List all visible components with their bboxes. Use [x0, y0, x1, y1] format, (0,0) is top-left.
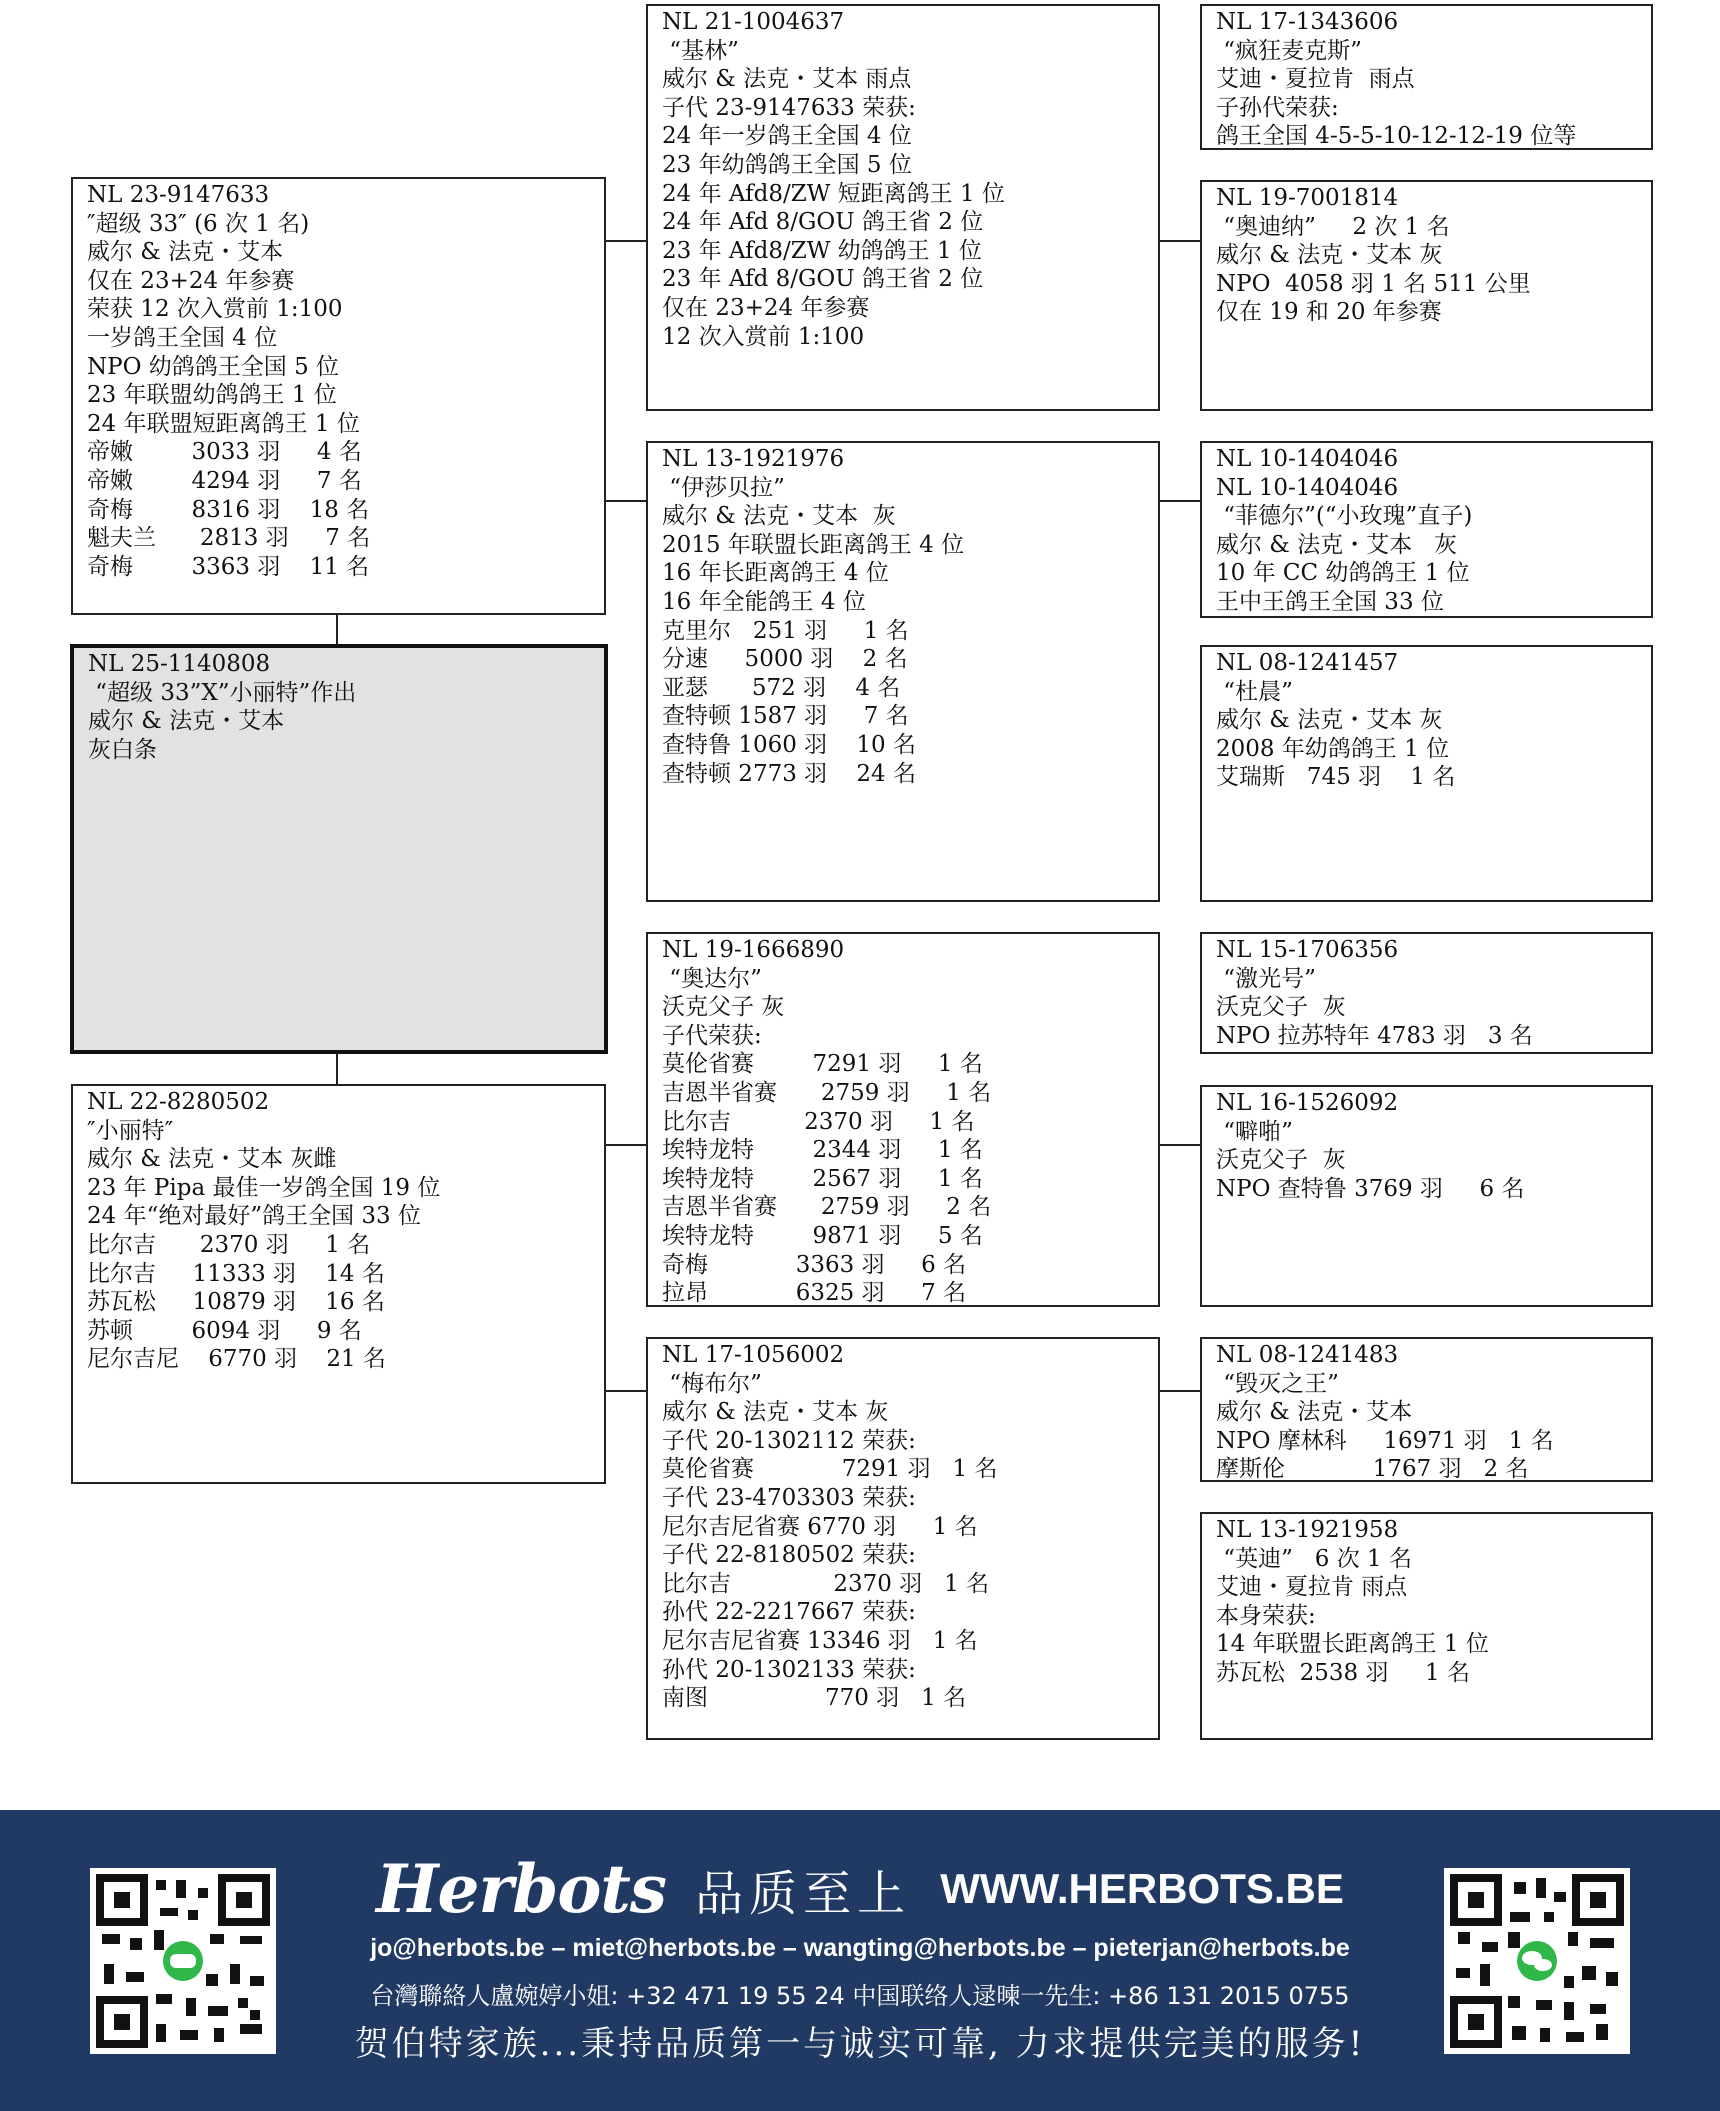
pedigree-line: NPO 拉苏特年 4783 羽 3 名 [1216, 1022, 1533, 1049]
ring-number: NL 17-1343606 [1216, 9, 1399, 35]
pedigree-line: 鸽王全国 4-5-5-10-12-12-19 位等 [1216, 123, 1577, 150]
sire-sire-card [646, 4, 1160, 411]
pedigree-line: 查特顿 1587 羽 7 名 [662, 703, 909, 730]
brand-logo: Herbots [376, 1850, 667, 1928]
pedigree-line: 比尔吉 2370 羽 1 名 [87, 1231, 371, 1258]
ring-number: NL 17-1056002 [662, 1342, 845, 1368]
pedigree-line: 荣获 12 次入赏前 1:100 [87, 296, 343, 323]
ring-number: NL 13-1921976 [662, 446, 845, 472]
pedigree-line: NPO 摩林科 16971 羽 1 名 [1216, 1427, 1554, 1454]
pedigree-line: 威尔 & 法克・艾本 [1216, 1399, 1413, 1426]
pedigree-line: 10 年 CC 幼鸽鸽王 1 位 [1216, 560, 1470, 587]
pedigree-line: 南图 770 羽 1 名 [662, 1685, 967, 1712]
pedigree-line: 威尔 & 法克・艾本 灰 [662, 503, 896, 530]
pedigree-line: 子代 23-4703303 荣获: [662, 1484, 916, 1511]
pedigree-line: “激光号” [1216, 965, 1316, 992]
dam-sire-card [646, 932, 1160, 1307]
pedigree-line: 吉恩半省赛 2759 羽 1 名 [662, 1079, 992, 1106]
pedigree-line: NPO 4058 羽 1 名 511 公里 [1216, 270, 1531, 297]
pedigree-line: 莫伦省赛 7291 羽 1 名 [662, 1456, 998, 1483]
pedigree-line: 威尔 & 法克・艾本 [88, 708, 285, 735]
pedigree-line: 子代 20-1302112 荣获: [662, 1427, 916, 1454]
pedigree-line: 24 年“绝对最好”鸽王全国 33 位 [87, 1203, 421, 1230]
pedigree-line: ″超级 33″ (6 次 1 名) [87, 210, 310, 237]
pedigree-line: 奇梅 8316 羽 18 名 [87, 496, 370, 523]
pedigree-line: “菲德尔”(“小玫瑰”直子) [1216, 503, 1473, 530]
pedigree-line: 2008 年幼鸽鸽王 1 位 [1216, 735, 1450, 762]
ring-number: NL 22-8280502 [87, 1089, 270, 1115]
dam-card [71, 1084, 606, 1484]
pedigree-line: “梅布尔” [662, 1370, 762, 1397]
pedigree-line: 比尔吉 2370 羽 1 名 [662, 1570, 990, 1597]
pedigree-line: 克里尔 251 羽 1 名 [662, 617, 909, 644]
pedigree-line: 23 年 Afd8/ZW 幼鸽鸽王 1 位 [662, 237, 982, 264]
pedigree-line: “噼啪” [1216, 1118, 1293, 1145]
pedigree-line: 沃克父子 灰 [1216, 1147, 1346, 1174]
pedigree-line: 奇梅 3363 羽 6 名 [662, 1251, 967, 1278]
pedigree-line: 本身荣获: [1216, 1602, 1316, 1629]
pedigree-line: 孙代 22-2217667 荣获: [662, 1599, 916, 1626]
pedigree-line: “超级 33”X”小丽特”作出 [88, 679, 357, 706]
pedigree-line: 23 年联盟幼鸽鸽王 1 位 [87, 382, 337, 409]
connector [1159, 1144, 1201, 1146]
pedigree-line: 苏顿 6094 羽 9 名 [87, 1317, 362, 1344]
pedigree-line: 王中王鸽王全国 33 位 [1216, 588, 1444, 615]
pedigree-line: 比尔吉 2370 羽 1 名 [662, 1108, 975, 1135]
pedigree-line: 帝嫩 4294 羽 7 名 [87, 467, 362, 494]
ring-number: NL 08-1241457 [1216, 650, 1399, 676]
pedigree-line: 威尔 & 法克・艾本 灰 [1216, 242, 1443, 269]
pedigree-line: 查特顿 2773 羽 24 名 [662, 760, 916, 787]
pedigree-line: 23 年 Pipa 最佳一岁鸽全国 19 位 [87, 1174, 441, 1201]
pedigree-line: NL 10-1404046 [1216, 474, 1399, 501]
pedigree-line: “英迪” 6 次 1 名 [1216, 1545, 1412, 1572]
ring-number: NL 19-7001814 [1216, 185, 1399, 211]
ring-number: NL 21-1004637 [662, 9, 845, 35]
pedigree-line: 尼尔吉尼省赛 6770 羽 1 名 [662, 1513, 978, 1540]
pedigree-line: 仅在 19 和 20 年参赛 [1216, 299, 1442, 326]
pedigree-line: 威尔 & 法克・艾本 雨点 [662, 66, 912, 93]
sire-sire-dam-card [1200, 180, 1653, 411]
ring-number: NL 15-1706356 [1216, 937, 1399, 963]
pedigree-line: 23 年幼鸽鸽王全国 5 位 [662, 151, 912, 178]
ring-number: NL 25-1140808 [88, 651, 271, 677]
dam-dam-dam-card [1200, 1512, 1653, 1740]
connector [1159, 240, 1201, 242]
pedigree-line: 24 年联盟短距离鸽王 1 位 [87, 410, 360, 437]
pedigree-line: 奇梅 3363 羽 11 名 [87, 553, 370, 580]
connector [1159, 1390, 1201, 1392]
pedigree-line: 灰白条 [88, 736, 157, 763]
connector [605, 1144, 647, 1146]
pedigree-line: 子代 22-8180502 荣获: [662, 1542, 916, 1569]
sire-dam-dam-card [1200, 645, 1653, 902]
ring-number: NL 23-9147633 [87, 182, 270, 208]
pedigree-line: “杜晨” [1216, 678, 1293, 705]
pedigree-line: 苏瓦松 10879 羽 16 名 [87, 1289, 385, 1316]
pedigree-line: 尼尔吉尼 6770 羽 21 名 [87, 1346, 386, 1373]
pedigree-line: 威尔 & 法克・艾本 [87, 239, 284, 266]
connector [605, 240, 647, 242]
pedigree-line: 艾瑞斯 745 羽 1 名 [1216, 764, 1456, 791]
pedigree-line: 沃克父子 灰 [662, 994, 785, 1021]
ring-number: NL 16-1526092 [1216, 1090, 1399, 1116]
pedigree-line: 莫伦省赛 7291 羽 1 名 [662, 1051, 983, 1078]
pedigree-line: 24 年一岁鸽王全国 4 位 [662, 123, 912, 150]
sire-dam-sire-card [1200, 441, 1653, 618]
brand-row [0, 1850, 1720, 1930]
pedigree-line: 一岁鸽王全国 4 位 [87, 324, 278, 351]
connector [605, 1390, 647, 1392]
pedigree-line: “奥迪纳” 2 次 1 名 [1216, 213, 1450, 240]
subject-card [70, 644, 608, 1054]
contact-info: 台灣聯絡人盧婉婷小姐: +32 471 19 55 24 中国联络人逯暕一先生: +86 131 2015 0755 [370, 1982, 1350, 2010]
pedigree-line: 尼尔吉尼省赛 13346 羽 1 名 [662, 1627, 978, 1654]
pedigree-line: 14 年联盟长距离鸽王 1 位 [1216, 1631, 1489, 1658]
pedigree-line: 24 年 Afd 8/GOU 鸽王省 2 位 [662, 209, 984, 236]
pedigree-line: “基林” [662, 37, 739, 64]
sire-dam-card [646, 441, 1160, 902]
pedigree-line: 沃克父子 灰 [1216, 994, 1346, 1021]
slogan: 品质至上 [695, 1865, 912, 1922]
pedigree-line: 威尔 & 法克・艾本 灰 [662, 1399, 889, 1426]
dam-sire-sire-card [1200, 932, 1653, 1054]
ring-number: NL 10-1404046 [1216, 446, 1399, 472]
ring-number: NL 13-1921958 [1216, 1517, 1399, 1543]
pedigree-line: 埃特龙特 9871 羽 5 名 [662, 1222, 983, 1249]
dam-sire-dam-card [1200, 1085, 1653, 1307]
pedigree-line: 亚瑟 572 羽 4 名 [662, 674, 901, 701]
pedigree-line: 威尔 & 法克・艾本 灰 [1216, 707, 1443, 734]
pedigree-line: 威尔 & 法克・艾本 灰 [1216, 531, 1458, 558]
pedigree-line: 埃特龙特 2344 羽 1 名 [662, 1137, 983, 1164]
dam-dam-sire-card [1200, 1337, 1653, 1482]
pedigree-line: 摩斯伦 1767 羽 2 名 [1216, 1456, 1529, 1482]
pedigree-line: “毁灭之王” [1216, 1370, 1339, 1397]
pedigree-line: 苏瓦松 2538 羽 1 名 [1216, 1659, 1470, 1686]
pedigree-line: 仅在 23+24 年参赛 [87, 267, 295, 294]
motto: 贺伯特家族...秉持品质第一与诚实可靠, 力求提供完美的服务! [354, 2024, 1366, 2064]
pedigree-line: 16 年全能鸽王 4 位 [662, 588, 866, 615]
dam-dam-card [646, 1337, 1160, 1740]
connector [336, 1052, 338, 1086]
pedigree-line: ″小丽特″ [87, 1117, 174, 1144]
pedigree-line: 查特鲁 1060 羽 10 名 [662, 731, 916, 758]
pedigree-line: 魁夫兰 2813 羽 7 名 [87, 525, 371, 552]
pedigree-line: 艾迪・夏拉肯 雨点 [1216, 66, 1415, 93]
pedigree-line: 24 年 Afd8/ZW 短距离鸽王 1 位 [662, 180, 1005, 207]
ring-number: NL 08-1241483 [1216, 1342, 1399, 1368]
pedigree-line: 16 年长距离鸽王 4 位 [662, 560, 889, 587]
pedigree-line: “伊莎贝拉” [662, 474, 785, 501]
pedigree-line: NPO 查特鲁 3769 羽 6 名 [1216, 1175, 1525, 1202]
pedigree-line: 孙代 20-1302133 荣获: [662, 1656, 916, 1683]
pedigree-line: 帝嫩 3033 羽 4 名 [87, 439, 362, 466]
website-link[interactable]: WWW.HERBOTS.BE [940, 1865, 1344, 1912]
pedigree-line: 拉昂 6325 羽 7 名 [662, 1280, 967, 1307]
connector [336, 614, 338, 646]
sire-sire-sire-card [1200, 4, 1653, 150]
pedigree-line: 12 次入赏前 1:100 [662, 323, 865, 350]
pedigree-line: 子代 23-9147633 荣获: [662, 94, 916, 121]
pedigree-line: “疯狂麦克斯” [1216, 37, 1362, 64]
pedigree-line: 艾迪・夏拉肯 雨点 [1216, 1574, 1408, 1601]
pedigree-line: 埃特龙特 2567 羽 1 名 [662, 1165, 983, 1192]
pedigree-line: 子代荣获: [662, 1022, 762, 1049]
connector [605, 500, 647, 502]
pedigree-line: 仅在 23+24 年参赛 [662, 294, 870, 321]
pedigree-line: 子孙代荣获: [1216, 94, 1339, 121]
connector [1159, 500, 1201, 502]
sire-card [71, 177, 606, 615]
pedigree-line: NPO 幼鸽鸽王全国 5 位 [87, 353, 340, 380]
pedigree-line: 2015 年联盟长距离鸽王 4 位 [662, 531, 965, 558]
pedigree-line: 分速 5000 羽 2 名 [662, 646, 908, 673]
pedigree-line: 23 年 Afd 8/GOU 鸽王省 2 位 [662, 266, 984, 293]
footer-banner [0, 1810, 1720, 2111]
pedigree-line: 吉恩半省赛 2759 羽 2 名 [662, 1194, 992, 1221]
ring-number: NL 19-1666890 [662, 937, 845, 963]
pedigree-line: “奥达尔” [662, 965, 762, 992]
email-list[interactable]: jo@herbots.be – miet@herbots.be – wangting@herbots.be – pieterjan@herbots.be [370, 1934, 1350, 1962]
pedigree-line: 威尔 & 法克・艾本 灰雌 [87, 1146, 337, 1173]
pedigree-line: 比尔吉 11333 羽 14 名 [87, 1260, 385, 1287]
